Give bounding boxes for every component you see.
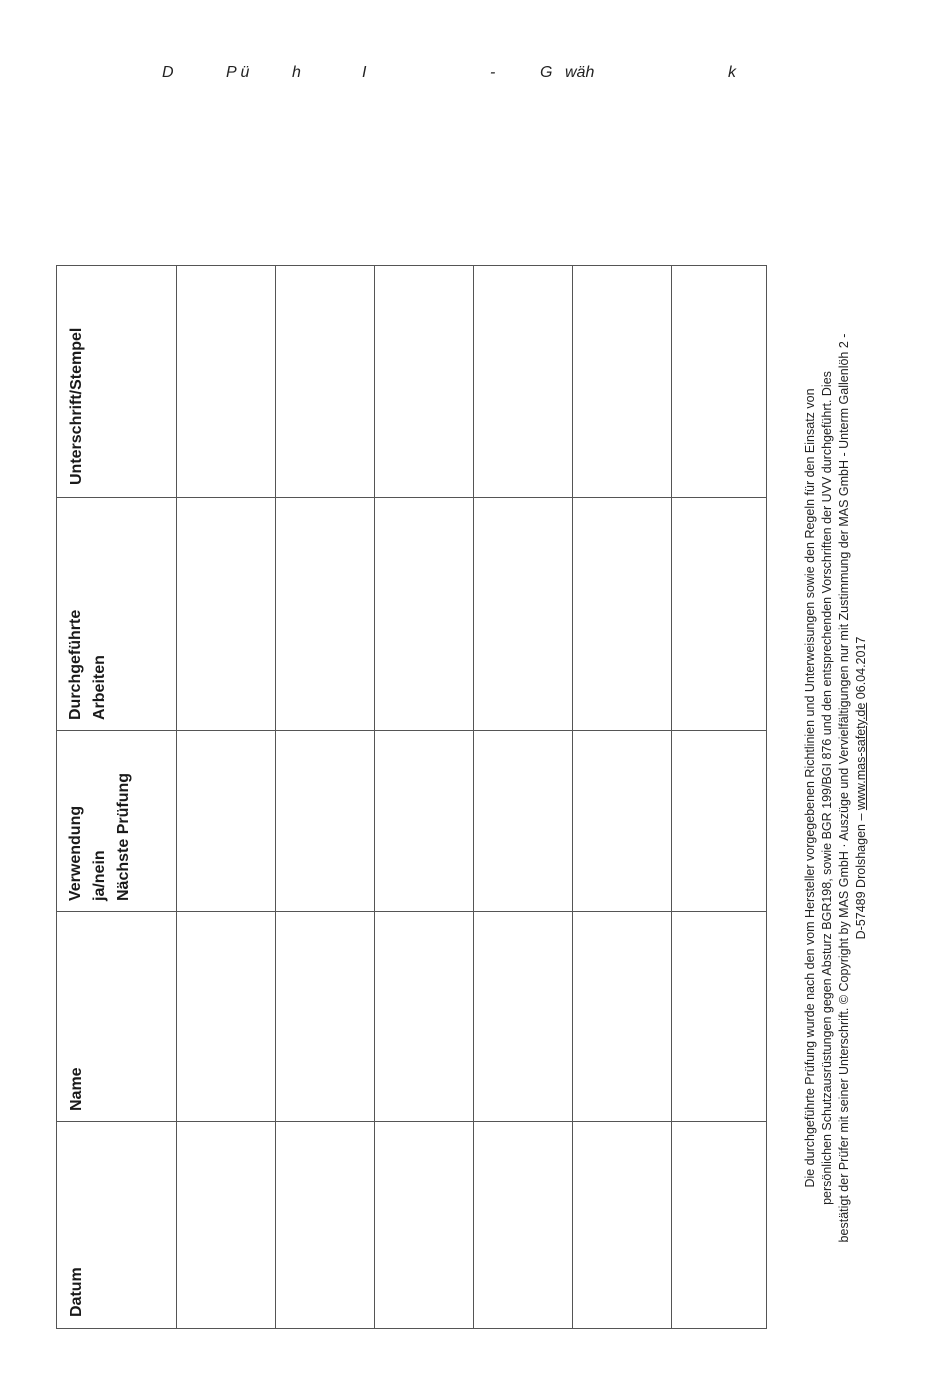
table-row[interactable] <box>375 266 474 1328</box>
title-fragment: D <box>162 64 174 81</box>
title-fragment: G <box>540 64 553 81</box>
title-fragment: k <box>728 64 736 81</box>
footer-line: Die durchgeführte Prüfung wurde nach den vom Hersteller vorgegebenen Richtlinien und Unterweisungen sowie den Regeln für den Einsatz von <box>803 388 817 1188</box>
footer-address: D-57489 Drolshagen – <box>854 810 868 940</box>
header-arbeiten-label: Durchgeführte Arbeiten <box>67 609 108 720</box>
table-row[interactable] <box>573 266 672 1328</box>
footer-line: persönlichen Schutzausrüstungen gegen Absturz BGR198, sowie BGR 199/BGI 876 und den entsprechenden Vorschriften der UVV durchgeführt. Dies <box>820 371 834 1205</box>
title-fragments <box>0 64 950 84</box>
header-unterschrift-label: Unterschrift/Stempel <box>68 327 85 485</box>
website-link[interactable]: www.mas-safety.de <box>854 702 868 811</box>
table-row[interactable] <box>276 266 375 1328</box>
header-name-label: Name <box>68 1067 85 1111</box>
table-row[interactable] <box>474 266 573 1328</box>
title-fragment: - <box>490 64 496 81</box>
table-row[interactable] <box>672 266 767 1328</box>
title-fragment: I <box>362 64 367 81</box>
title-fragment: wäh <box>565 64 595 81</box>
header-labels <box>56 265 176 1329</box>
footer-line: bestätigt der Prüfer mit seiner Unterschrift. © Copyright by MAS GmbH · Auszüge und Vervielfältigungen nur mit Zustimmung der MAS GmbH - Unterm Gallenlöh 2 - <box>837 333 851 1243</box>
header-datum-label: Datum <box>68 1267 85 1317</box>
footer-date: 06.04.2017 <box>854 636 868 703</box>
footer-note <box>802 258 870 1318</box>
title-fragment: P ü <box>226 64 250 81</box>
title-fragment: h <box>292 64 301 81</box>
table-row[interactable] <box>177 266 276 1328</box>
footer-line <box>853 258 870 1318</box>
header-verwendung-label: Verwendung ja/nein Nächste Prüfung <box>67 772 132 901</box>
